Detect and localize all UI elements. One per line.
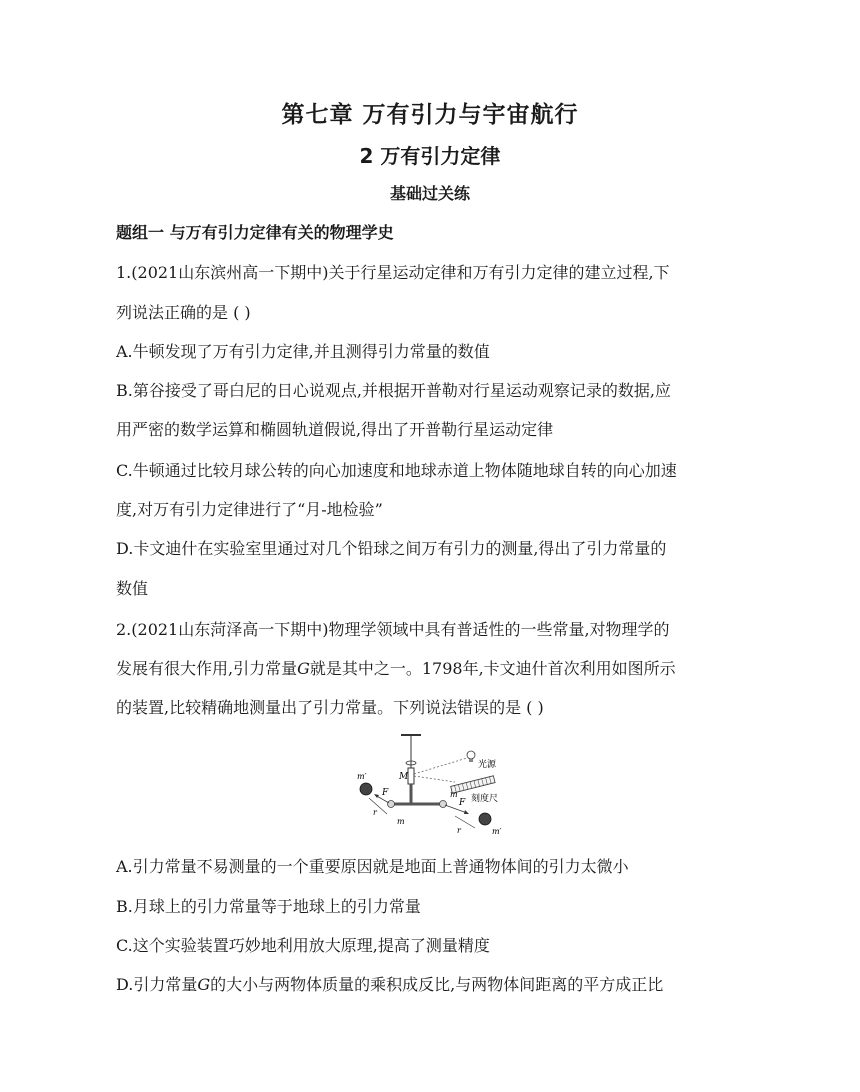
label-mprime-right: m′	[492, 827, 502, 836]
mirror	[408, 768, 414, 784]
q2-stem-line2-part-b: 就是其中之一。1798年,卡文迪什首次利用如图所示	[309, 659, 676, 678]
q2-stem-line1: 2.(2021山东菏泽高一下期中)物理学领域中具有普适性的一些常量,对物理学的	[116, 620, 670, 639]
q2-option-d	[116, 975, 663, 995]
label-mprime-left: m′	[357, 772, 367, 781]
q1-option-b-line1: B.第谷接受了哥白尼的日心说观点,并根据开普勒对行星运动观察记录的数据,应	[116, 381, 672, 400]
q1-stem-line1: 1.(2021山东滨州高一下期中)关于行星运动定律和万有引力定律的建立过程,下	[116, 263, 670, 282]
light-bulb-icon	[467, 751, 475, 759]
q2-stem-line2	[116, 659, 676, 679]
q2-option-c: C.这个实验装置巧妙地利用放大原理,提高了测量精度	[116, 936, 490, 955]
q1-option-b-line2: 用严密的数学运算和椭圆轨道假说,得出了开普勒行星运动定律	[116, 420, 554, 439]
q1-option-c-line1: C.牛顿通过比较月球公转的向心加速度和地球赤道上物体随地球自转的向心加速	[116, 461, 677, 480]
q2-option-a: A.引力常量不易测量的一个重要原因就是地面上普通物体间的引力太微小	[116, 857, 629, 876]
label-m-right: m	[450, 790, 458, 799]
label-scale: 刻度尺	[471, 794, 499, 804]
q2-stem-line3: 的装置,比较精确地测量出了引力常量。下列说法错误的是 ( )	[116, 698, 544, 717]
large-ball-right	[479, 813, 491, 825]
gravitational-constant-symbol-d: G	[197, 975, 211, 994]
label-r-right: r	[457, 826, 461, 835]
q2-option-d-part-a: D.引力常量	[116, 975, 198, 994]
large-ball-left	[360, 783, 372, 795]
force-arrowhead-right	[464, 810, 469, 814]
q2-option-b: B.月球上的引力常量等于地球上的引力常量	[116, 897, 421, 916]
torsion-balance-figure	[355, 732, 515, 842]
small-ball-right	[440, 801, 447, 808]
q1-option-d-line2: 数值	[116, 579, 149, 598]
group-title: 题组一 与万有引力定律有关的物理学史	[116, 223, 394, 242]
section-title: 2 万有引力定律	[359, 144, 501, 168]
q1-option-c-line2: 度,对万有引力定律进行了“月-地检验”	[116, 500, 383, 519]
label-F-right: F	[459, 798, 466, 808]
label-light-source: 光源	[478, 760, 497, 770]
q1-option-a: A.牛顿发现了万有引力定律,并且测得引力常量的数值	[116, 342, 490, 361]
label-m-left: m	[397, 817, 405, 826]
exercise-subtitle: 基础过关练	[389, 184, 470, 203]
bulb-base	[469, 759, 473, 762]
label-mirror-M: M	[399, 772, 409, 782]
light-path-reflected	[414, 776, 455, 782]
q2-stem-line2-part-a: 发展有很大作用,引力常量	[116, 659, 298, 678]
light-path-incident	[414, 758, 467, 774]
small-ball-left	[388, 801, 395, 808]
label-F-left: F	[382, 788, 389, 798]
chapter-title: 第七章 万有引力与宇宙航行	[281, 102, 579, 128]
label-r-left: r	[373, 808, 377, 817]
force-arrowhead-left	[374, 794, 379, 798]
q1-stem-line2: 列说法正确的是 ( )	[116, 303, 251, 322]
q1-option-d-line1: D.卡文迪什在实验室里通过对几个铅球之间万有引力的测量,得出了引力常量的	[116, 539, 667, 558]
gravitational-constant-symbol: G	[297, 659, 310, 678]
q2-option-d-part-b: 的大小与两物体质量的乘积成反比,与两物体间距离的平方成正比	[210, 975, 664, 994]
